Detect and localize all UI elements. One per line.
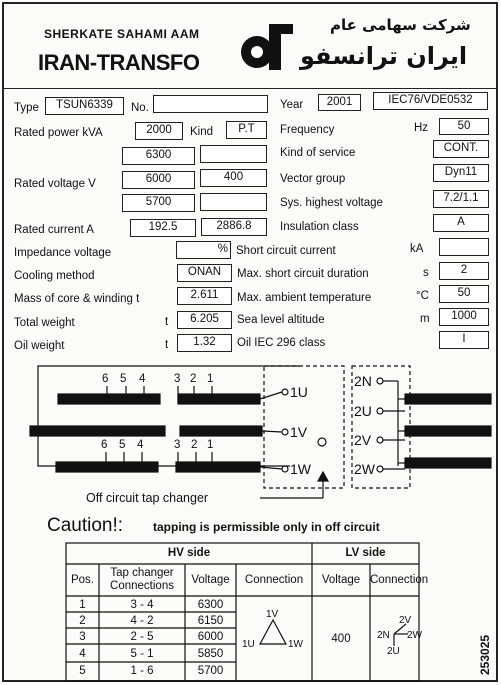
cooling-value: ONAN bbox=[177, 264, 232, 282]
terminal-2n: 2N bbox=[354, 373, 372, 389]
terminal-1w: 1W bbox=[290, 461, 311, 477]
caution-title: Caution!: bbox=[47, 515, 124, 536]
table-row-1-voltage: 6300 bbox=[197, 599, 224, 611]
tap-changer-label: Off circuit tap changer bbox=[86, 491, 209, 505]
table-row-1-pos: 1 bbox=[79, 599, 86, 611]
rated-power-label: Rated power kVA bbox=[14, 127, 103, 139]
hv-conn-label-1u: 1U bbox=[242, 639, 255, 650]
kind-label: Kind bbox=[190, 126, 214, 138]
max-ambient-unit: °C bbox=[416, 290, 429, 302]
serial-number: 253025 bbox=[478, 634, 492, 675]
standard-value: IEC76/VDE0532 bbox=[373, 92, 488, 110]
lv-conn-label-2v: 2V bbox=[399, 615, 412, 626]
table-row-1-tap: 3 - 4 bbox=[130, 599, 154, 611]
table-row-3-pos: 3 bbox=[79, 631, 86, 643]
kind-service-label: Kind of service bbox=[280, 147, 356, 159]
tap-number-5-bottom: 5 bbox=[119, 439, 126, 451]
sea-level-label: Sea level altitude bbox=[237, 314, 325, 326]
sys-voltage-label: Sys. highest voltage bbox=[280, 197, 383, 209]
hv-conn-label-1v: 1V bbox=[266, 609, 279, 620]
table-row-4-tap: 5 - 1 bbox=[130, 648, 154, 660]
rated-voltage-label: Rated voltage V bbox=[14, 178, 96, 190]
caution-text: tapping is permissible only in off circuit bbox=[153, 520, 380, 534]
tap-number-2-bottom: 2 bbox=[191, 439, 198, 451]
table-row-2-voltage: 6150 bbox=[197, 615, 224, 627]
sea-level-value: 1000 bbox=[439, 308, 489, 326]
table-row-5-pos: 5 bbox=[79, 665, 86, 677]
tap-number-1-top: 1 bbox=[207, 373, 214, 385]
terminal-2v: 2V bbox=[354, 432, 372, 448]
vector-group-label: Vector group bbox=[280, 173, 346, 185]
brand-name-persian: ایران ترانسفو bbox=[300, 42, 468, 70]
lv-conn-label-2w: 2W bbox=[407, 630, 422, 641]
delta-connection-icon bbox=[260, 620, 286, 644]
lv-voltage-2: 400 bbox=[200, 169, 267, 187]
mass-core-value: 2.611 bbox=[177, 287, 232, 305]
type-label: Type bbox=[14, 102, 39, 114]
company-name-persian: شرکت سهامی عام bbox=[330, 16, 471, 34]
tap-number-4-top: 4 bbox=[139, 373, 146, 385]
hv-voltage-3: 5700 bbox=[122, 194, 195, 212]
hv-voltage-1: 6300 bbox=[122, 147, 195, 165]
tap-number-3-bottom: 3 bbox=[174, 439, 181, 451]
table-row-5-tap: 1 - 6 bbox=[130, 665, 154, 677]
oil-iec-label: Oil IEC 296 class bbox=[237, 337, 326, 349]
col-lv-connection-header: Connection bbox=[370, 574, 429, 586]
company-name-latin: SHERKATE SAHAMI AAM bbox=[44, 27, 200, 41]
table-row-3-tap: 2 - 5 bbox=[130, 631, 154, 643]
hv-conn-label-1w: 1W bbox=[288, 639, 303, 650]
total-weight-label: Total weight bbox=[14, 317, 75, 329]
rated-power-value: 2000 bbox=[135, 122, 183, 140]
year-label: Year bbox=[280, 99, 304, 111]
lv-conn-label-2n: 2N bbox=[377, 630, 390, 641]
short-circuit-label: Short circuit current bbox=[236, 245, 336, 257]
tap-number-4-bottom: 4 bbox=[137, 439, 144, 451]
lv-conn-label-2u: 2U bbox=[387, 646, 400, 657]
tap-number-6-bottom: 6 bbox=[101, 439, 108, 451]
tap-number-6-top: 6 bbox=[102, 373, 109, 385]
frequency-label: Frequency bbox=[280, 124, 335, 136]
kind-service-value: CONT. bbox=[433, 140, 489, 158]
col-tap-header-2: Connections bbox=[110, 580, 174, 592]
terminal-2w: 2W bbox=[354, 461, 375, 477]
year-value: 2001 bbox=[318, 94, 361, 111]
oil-iec-value: I bbox=[439, 331, 489, 349]
table-row-4-pos: 4 bbox=[79, 648, 86, 660]
lv-voltage-value: 400 bbox=[331, 633, 351, 645]
sys-voltage-value: 7.2/1.1 bbox=[433, 190, 489, 208]
tap-number-1-bottom: 1 bbox=[207, 439, 214, 451]
rated-current-hv: 192.5 bbox=[130, 219, 196, 237]
terminal-2u: 2U bbox=[354, 403, 372, 419]
table-row-2-tap: 4 - 2 bbox=[130, 615, 154, 627]
max-sc-duration-label: Max. short circuit duration bbox=[237, 268, 369, 280]
col-voltage-header: Voltage bbox=[191, 574, 230, 586]
rated-current-lv: 2886.8 bbox=[201, 218, 267, 236]
hv-voltage-2: 6000 bbox=[122, 171, 195, 189]
max-sc-duration-value: 2 bbox=[439, 262, 489, 280]
table-row-2-pos: 2 bbox=[79, 615, 86, 627]
cooling-label: Cooling method bbox=[14, 270, 95, 282]
hv-side-header: HV side bbox=[167, 547, 211, 559]
sea-level-unit: m bbox=[420, 313, 430, 325]
terminal-1u: 1U bbox=[290, 384, 308, 400]
col-pos-header: Pos. bbox=[70, 574, 94, 586]
tap-number-3-top: 3 bbox=[174, 373, 181, 385]
table-row-5-voltage: 5700 bbox=[197, 665, 224, 677]
rated-current-label: Rated current A bbox=[14, 224, 94, 236]
total-weight-value: 6.205 bbox=[177, 311, 232, 329]
insulation-value: A bbox=[433, 214, 489, 232]
insulation-label: Insulation class bbox=[280, 221, 359, 233]
kind-value: P.T bbox=[226, 121, 267, 139]
frequency-unit: Hz bbox=[414, 122, 429, 134]
col-connection-header: Connection bbox=[244, 574, 304, 586]
impedance-unit: % bbox=[217, 243, 228, 255]
impedance-label: Impedance voltage bbox=[14, 247, 112, 259]
col-lv-voltage-header: Voltage bbox=[321, 574, 361, 586]
table-row-4-voltage: 5850 bbox=[197, 648, 224, 660]
mass-core-label: Mass of core & winding t bbox=[14, 293, 140, 305]
table-row-3-voltage: 6000 bbox=[197, 631, 224, 643]
max-ambient-label: Max. ambient temperature bbox=[237, 292, 372, 304]
oil-weight-label: Oil weight bbox=[14, 340, 65, 352]
lv-side-header: LV side bbox=[345, 547, 386, 559]
oil-weight-unit: t bbox=[165, 339, 169, 351]
brand-name-latin: IRAN-TRANSFO bbox=[38, 50, 200, 75]
terminal-1v: 1V bbox=[290, 424, 308, 440]
total-weight-unit: t bbox=[165, 316, 169, 328]
max-sc-duration-unit: s bbox=[423, 267, 429, 279]
vector-group-value: Dyn11 bbox=[433, 164, 489, 182]
frequency-value: 50 bbox=[439, 118, 489, 135]
type-value: TSUN6339 bbox=[45, 97, 124, 115]
oil-weight-value: 1.32 bbox=[177, 334, 232, 352]
no-label: No. bbox=[131, 102, 149, 114]
tap-number-2-top: 2 bbox=[190, 373, 197, 385]
max-ambient-value: 50 bbox=[439, 285, 489, 303]
short-circuit-unit: kA bbox=[410, 243, 424, 255]
col-tap-header-1: Tap changer bbox=[110, 567, 174, 579]
tap-number-5-top: 5 bbox=[120, 373, 127, 385]
